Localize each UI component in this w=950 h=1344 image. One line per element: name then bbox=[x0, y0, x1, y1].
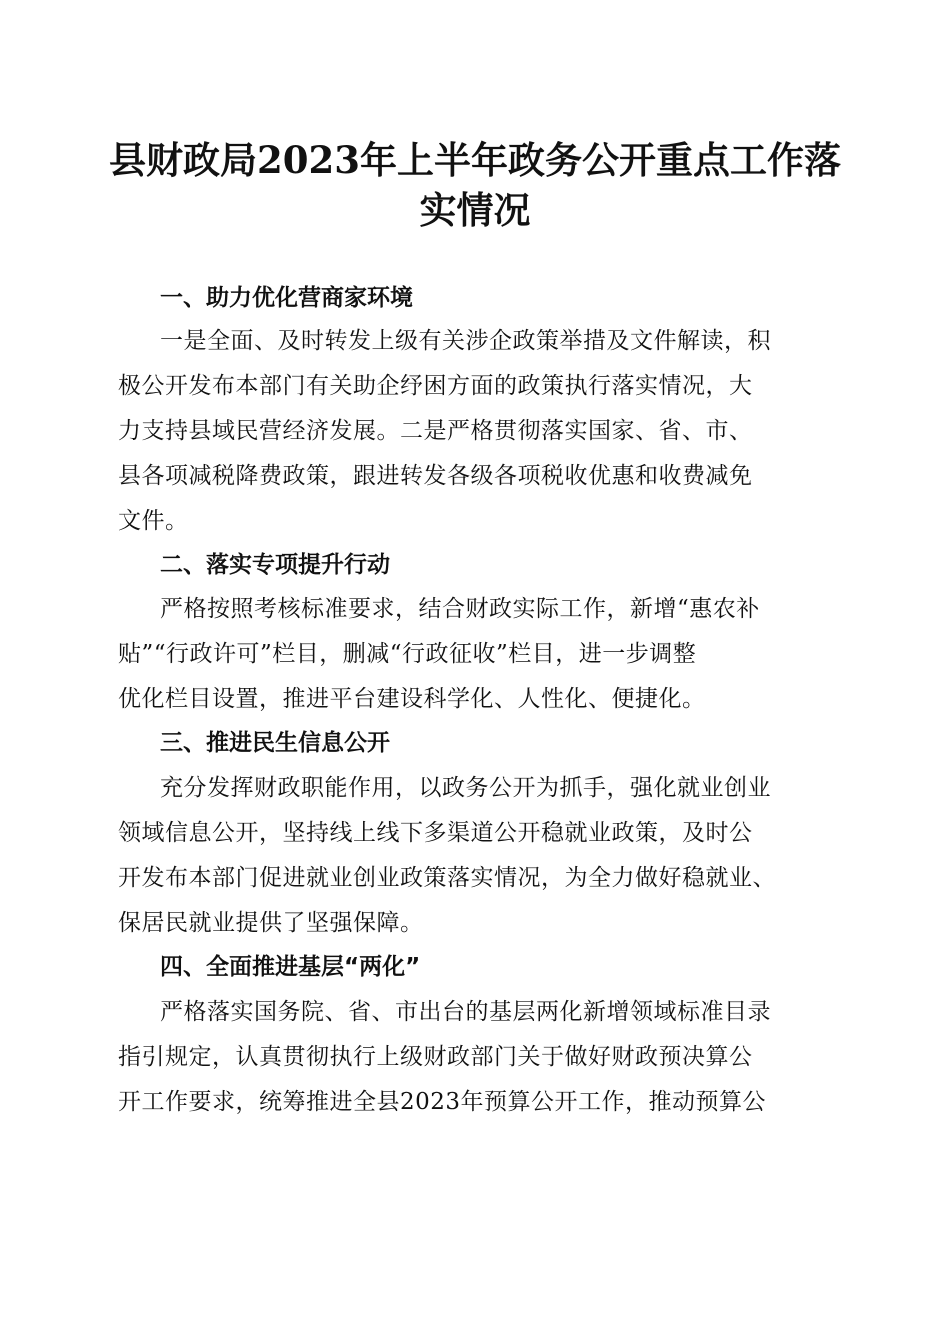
section-2-heading: 二、落实专项提升行动 bbox=[160, 552, 390, 578]
paragraph-line: 指引规定，认真贯彻执行上级财政部门关于做好财政预决算公 bbox=[118, 1044, 753, 1070]
paragraph-line: 严格落实国务院、省、市出台的基层两化新增领域标准目录 bbox=[160, 999, 771, 1025]
paragraph-line: 一是全面、及时转发上级有关涉企政策举措及文件解读，积 bbox=[160, 328, 771, 354]
section-3-heading: 三、推进民生信息公开 bbox=[160, 730, 390, 756]
paragraph-line: 充分发挥财政职能作用，以政务公开为抓手，强化就业创业 bbox=[160, 775, 771, 801]
paragraph-line: 开工作要求，统筹推进全县2023年预算公开工作，推动预算公 bbox=[118, 1089, 767, 1115]
section-1-heading: 一、助力优化营商家环境 bbox=[160, 285, 413, 311]
document-title-line-1: 县财政局2023年上半年政务公开重点工作落 bbox=[109, 138, 841, 182]
section-4-heading: 四、全面推进基层“两化” bbox=[160, 954, 421, 980]
paragraph-line: 极公开发布本部门有关助企纾困方面的政策执行落实情况，大 bbox=[118, 373, 753, 399]
paragraph-line: 县各项减税降费政策，跟进转发各级各项税收优惠和收费减免 bbox=[118, 463, 753, 489]
paragraph-line: 开发布本部门促进就业创业政策落实情况，为全力做好稳就业、 bbox=[118, 865, 776, 891]
paragraph-line: 力支持县域民营经济发展。二是严格贯彻落实国家、省、市、 bbox=[118, 418, 753, 444]
paragraph-line: 严格按照考核标准要求，结合财政实际工作，新增“惠农补 bbox=[160, 596, 760, 622]
paragraph-line: 优化栏目设置，推进平台建设科学化、人性化、便捷化。 bbox=[118, 686, 706, 712]
document-title-line-2: 实情况 bbox=[419, 188, 531, 232]
paragraph-line: 贴”“行政许可”栏目，删减“行政征收”栏目，进一步调整 bbox=[118, 641, 697, 667]
paragraph-line: 领域信息公开，坚持线上线下多渠道公开稳就业政策，及时公 bbox=[118, 820, 753, 846]
paragraph-line: 文件。 bbox=[118, 508, 189, 534]
paragraph-line: 保居民就业提供了坚强保障。 bbox=[118, 910, 424, 936]
